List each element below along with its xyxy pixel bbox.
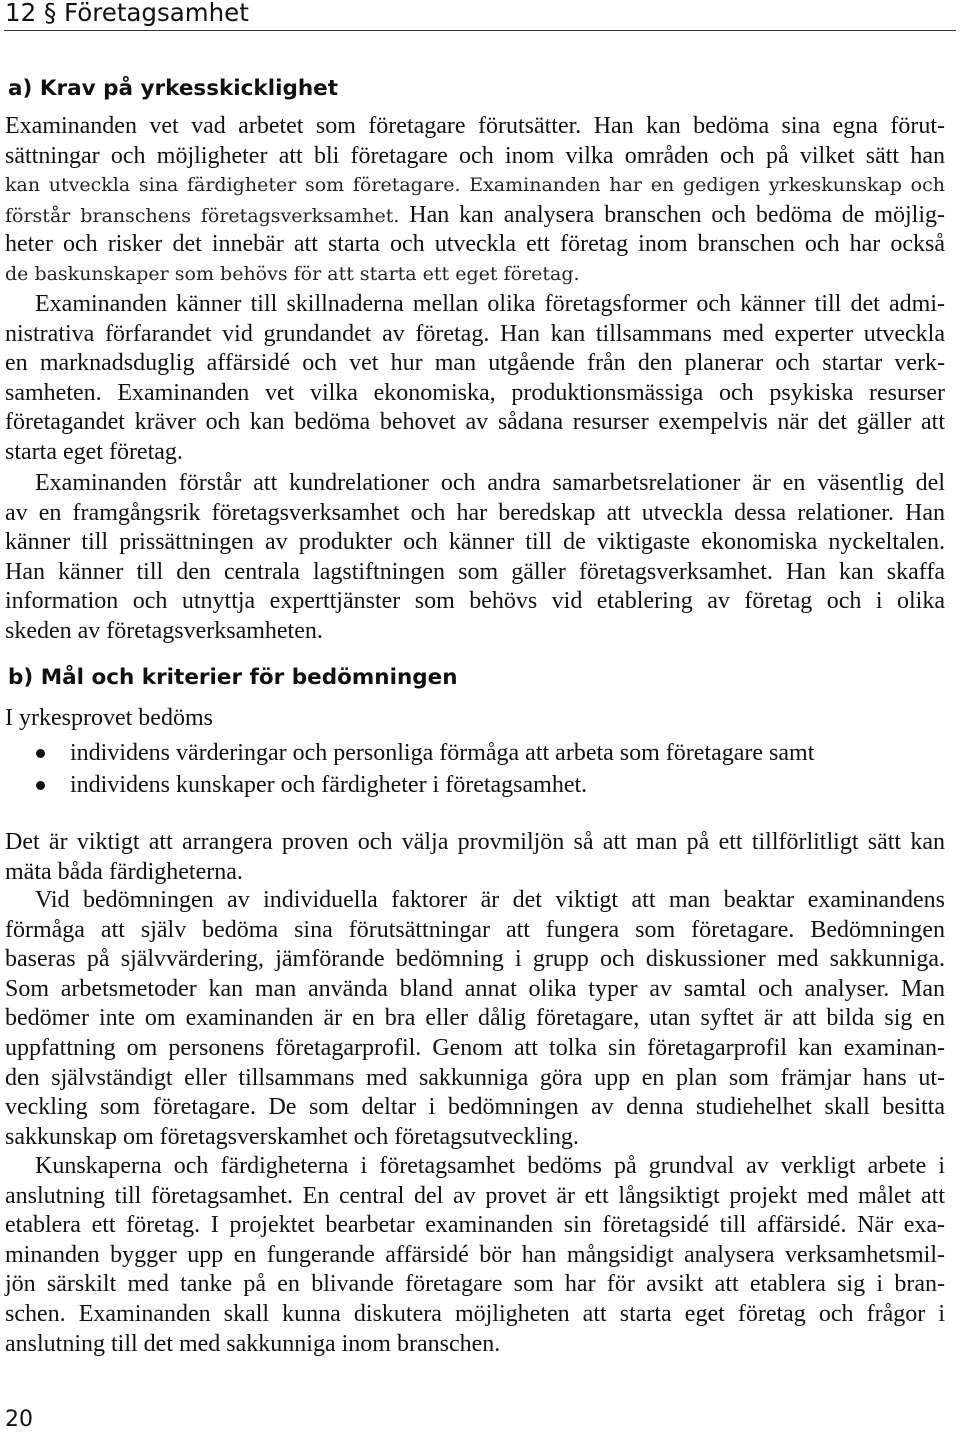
- text-line: Examinanden vet vad arbetet som företagare förutsätter. Han kan bedöma sina egna förut-: [5, 113, 945, 139]
- text-segment: förstår branschens företagsverksamhet.: [5, 204, 400, 227]
- text-line: skeden av företagsverksamheten.: [5, 617, 323, 644]
- text-line: baseras på självvärdering, jämförande bedömning i grupp och diskussioner med sakkunniga.: [5, 946, 945, 973]
- text-line: samheten. Examinanden vet vilka ekonomiska, produktionsmässiga och psykiska resurser: [5, 379, 945, 406]
- text-line: anslutning till företagsamhet. En central del av provet är ett långsiktigt projekt med målet att: [5, 1182, 945, 1209]
- text-line: etablera ett företag. I projektet bearbetar examinanden sin företagsidé till affärsidé. När exa-: [5, 1212, 945, 1239]
- text-line: sättningar och möjligheter att bli företagare och inom vilka områden och på vilket sätt han: [5, 142, 945, 169]
- page-header-title: 12 § Företagsamhet: [5, 0, 249, 27]
- text-line: den självständigt eller tillsammans med sakkunniga göra upp en plan som främjar hans ut-: [5, 1064, 945, 1091]
- text-line: uppfattning om personens företagarprofil. Genom att tolka sin företagarprofil kan examinan-: [5, 1034, 945, 1061]
- bullet-icon: [36, 781, 45, 790]
- list-item-text: individens kunskaper och färdigheter i företagsamhet.: [70, 771, 588, 798]
- text-segment: Han kan analysera branschen och bedöma de möjlig-: [409, 201, 945, 228]
- list-item: [5, 739, 945, 769]
- text-line: minanden bygger upp en fungerande affärsidé bör han mångsidigt analysera verksamhetsmil-: [5, 1241, 945, 1268]
- paragraph: [5, 886, 945, 1152]
- paragraph: [5, 112, 945, 290]
- text-line: av en framgångsrik företagsverksamhet och har beredskap att utveckla dessa relationer. Han: [5, 499, 945, 526]
- text-line: heter och risker det innebär att starta och utveckla ett företag inom branschen och har också: [5, 231, 945, 258]
- section-heading-b: b) Mål och kriterier för bedömningen: [8, 665, 458, 690]
- text-line: Vid bedömningen av individuella faktorer är det viktigt att man beaktar examinandens: [35, 887, 945, 913]
- paragraph: [5, 290, 945, 468]
- text-line: I yrkesprovet bedöms: [5, 705, 213, 731]
- text-line: företagandet kräver och kan bedöma behovet av sådana resurser exempelvis när det gäller att: [5, 409, 945, 436]
- text-line: information och utnyttja experttjänster som behövs vid etablering av företag och i olika: [5, 588, 945, 615]
- paragraph: [5, 704, 945, 734]
- bullet-icon: [36, 749, 45, 758]
- paragraph: [5, 1152, 945, 1359]
- text-line: Examinanden förstår att kundrelationer och andra samarbetsrelationer är en väsentlig del: [35, 470, 945, 496]
- text-line: en marknadsduglig affärsidé och vet hur man utgående från den planerar och startar verk-: [5, 350, 945, 377]
- text-line: mäta båda färdigheterna.: [5, 858, 243, 885]
- text-line: Han känner till den centrala lagstiftningen som gäller företagsverksamhet. Han kan skaffa: [5, 558, 945, 585]
- paragraph: [5, 828, 945, 887]
- text-line: Det är viktigt att arrangera proven och välja provmiljön så att man på ett tillförlitligt sätt kan: [5, 829, 945, 855]
- text-line: förmåga att själv bedöma sina förutsättningar att fungera som företagare. Bedömningen: [5, 916, 945, 943]
- text-line: Som arbetsmetoder kan man använda bland annat olika typer av samtal och analyser. Man: [5, 975, 945, 1002]
- header-rule: [4, 30, 956, 31]
- list-item: [5, 771, 945, 801]
- text-line: känner till prissättningen av produkter och känner till de viktigaste ekonomiska nyckeltalen.: [5, 529, 945, 556]
- text-line: bedömer inte om examinanden är en bra eller dålig företagare, utan syftet är att bilda sig en: [5, 1005, 945, 1032]
- text-line: kan utveckla sina färdigheter som företagare. Examinanden har en gedigen yrkeskunskap och: [5, 174, 945, 197]
- text-line: Examinanden känner till skillnaderna mellan olika företagsformer och känner till det admi-: [35, 291, 945, 317]
- text-line: de baskunskaper som behövs för att starta ett eget företag.: [5, 262, 580, 285]
- text-line: jön särskilt med tanke på en blivande företagare som har för avsikt att etablera sig i bran-: [5, 1271, 945, 1298]
- text-line: nistrativa förfarandet vid grundandet av företag. Han kan tillsammans med experter utveckla: [5, 320, 945, 347]
- section-heading-a: a) Krav på yrkesskicklighet: [8, 76, 338, 101]
- text-line: veckling som företagare. De som deltar i bedömningen av denna studiehelhet skall besitta: [5, 1094, 945, 1121]
- paragraph: [5, 469, 945, 647]
- bullet-list: [5, 739, 945, 801]
- text-line: [5, 201, 945, 231]
- text-line: anslutning till det med sakkunniga inom branschen.: [5, 1330, 501, 1357]
- text-line: Kunskaperna och färdigheterna i företagsamhet bedöms på grundval av verkligt arbete i: [35, 1153, 945, 1179]
- list-item-text: individens värderingar och personliga förmåga att arbeta som företagare samt: [70, 740, 815, 766]
- text-line: sakkunskap om företagsverskamhet och företagsutveckling.: [5, 1123, 579, 1150]
- text-line: starta eget företag.: [5, 438, 183, 465]
- page-number: 20: [5, 1407, 33, 1432]
- text-line: schen. Examinanden skall kunna diskutera möjligheten att starta eget företag och frågor i: [5, 1300, 945, 1327]
